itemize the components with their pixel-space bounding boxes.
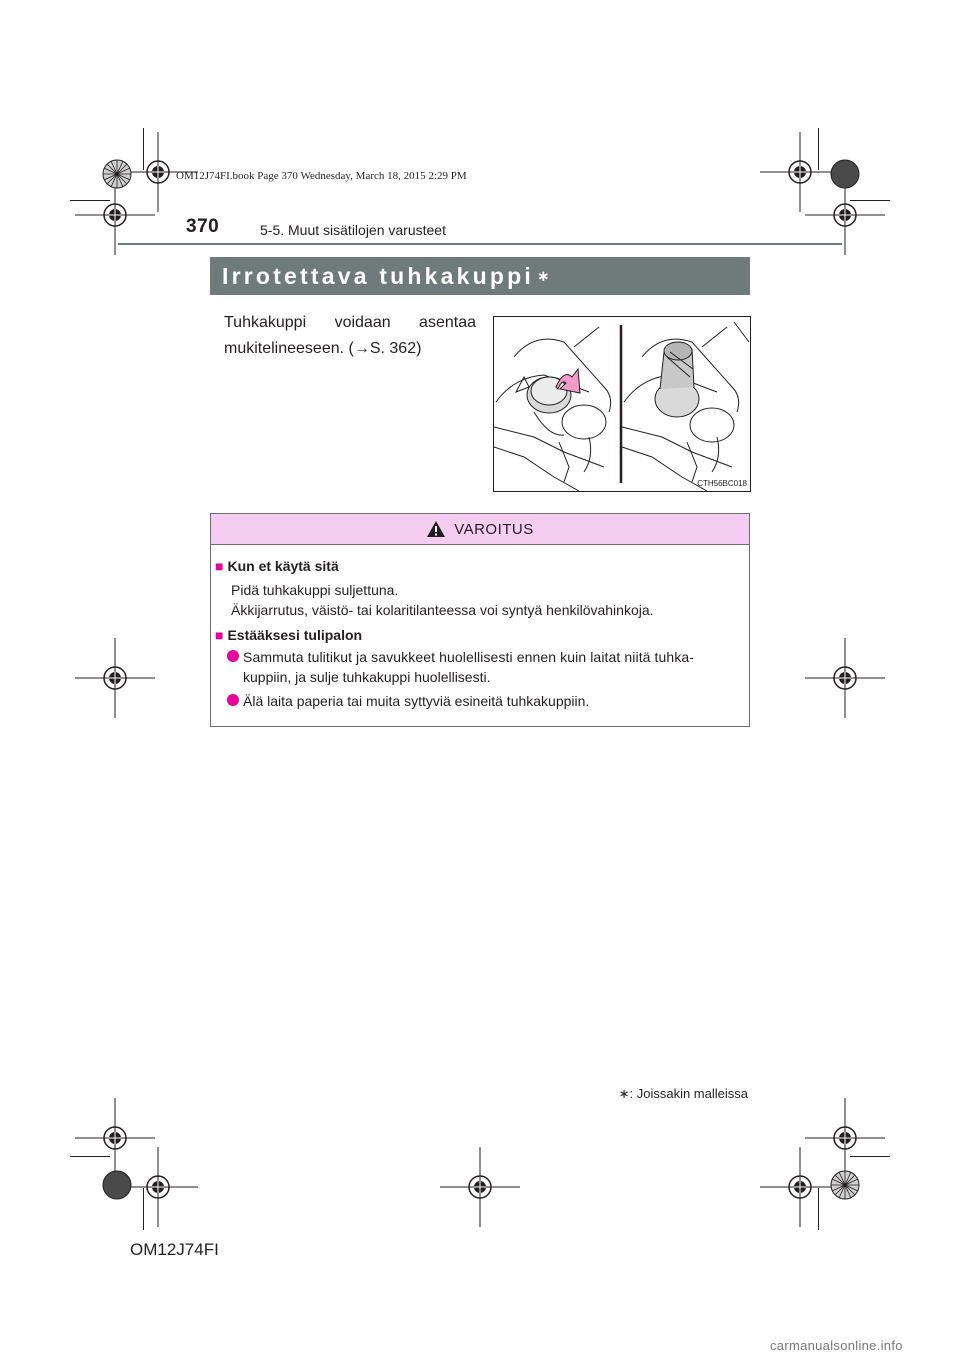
intro-word: asentaa <box>419 314 476 331</box>
bullet-line: Älä laita paperia tai muita syttyviä esineitä tuhkakuppiin. <box>243 693 590 709</box>
ashtray-illustration <box>493 316 751 492</box>
color-starburst-bottom-right <box>830 1170 860 1200</box>
bullet-line: Sammuta tulitikut ja savukkeet huolellisesti ennen kuin laitat niitä tuhka- <box>243 649 695 665</box>
color-starburst-top-right <box>830 159 860 189</box>
watermark: carmanualsonline.info <box>770 1338 903 1353</box>
crop-line <box>818 128 819 170</box>
registration-mark-middle-left <box>75 638 155 718</box>
warning-bullet-item <box>227 647 743 687</box>
section-heading-text: Estääksesi tulipalon <box>227 627 363 643</box>
crop-line <box>850 1156 890 1157</box>
intro-word: voidaan <box>334 314 391 331</box>
round-bullet-icon <box>227 650 239 662</box>
heading-asterisk: ∗ <box>536 268 550 285</box>
warning-text-line: Pidä tuhkakuppi suljettuna. <box>231 582 399 598</box>
footnote: ∗: Joissakin malleissa <box>618 1086 748 1101</box>
crop-line <box>143 128 144 170</box>
round-bullet-icon <box>227 694 239 706</box>
heading-bar <box>210 257 750 295</box>
bullet-line: kuppiin, ja sulje tuhkakuppi huolellisesti. <box>243 669 491 685</box>
crop-line <box>70 200 110 201</box>
registration-mark-middle-right <box>805 638 885 718</box>
registration-mark-bottom-center <box>440 1147 520 1227</box>
figure-code: CTH56BC018 <box>697 479 747 488</box>
section-heading-text: Kun et käytä sitä <box>227 558 339 574</box>
section-title: 5-5. Muut sisätilojen varusteet <box>260 222 446 238</box>
square-bullet-icon: ■ <box>215 558 224 574</box>
cupholder-ashtray-drawing <box>494 317 750 491</box>
warning-section-heading <box>215 556 339 576</box>
crop-line <box>143 1188 144 1230</box>
footer-code: OM12J74FI <box>130 1240 219 1259</box>
warning-section-heading <box>215 625 362 645</box>
color-starburst-top-left <box>102 159 132 189</box>
crop-line <box>818 1188 819 1230</box>
intro-line-2: mukitelineeseen. (→S. 362) <box>224 340 422 357</box>
page-heading: Irrotettava tuhkakuppi <box>222 262 534 289</box>
warning-title: VAROITUS <box>454 520 534 538</box>
registration-mark-bottom-center-right <box>760 1147 840 1227</box>
warning-text-line: Äkkijarrutus, väistö- tai kolaritilanteessa voi syntyä henkilövahinkoja. <box>231 602 654 618</box>
warning-header <box>211 514 749 545</box>
book-info: OM12J74FI.book Page 370 Wednesday, March 18, 2015 2:29 PM <box>176 170 467 182</box>
intro-line-1 <box>224 310 476 336</box>
warning-triangle-icon <box>426 520 446 538</box>
crop-line <box>70 1156 110 1157</box>
page-number: 370 <box>186 216 220 237</box>
warning-bullet-item <box>227 691 743 711</box>
registration-mark-top-center-right <box>760 132 840 212</box>
warning-box <box>210 513 750 727</box>
intro-paragraph <box>224 310 476 362</box>
crop-line <box>850 200 890 201</box>
header-rule <box>118 243 842 245</box>
rotate-arrow-icon <box>556 369 580 393</box>
square-bullet-icon: ■ <box>215 627 224 643</box>
color-starburst-bottom-left <box>102 1170 132 1200</box>
intro-word: Tuhkakuppi <box>224 314 307 331</box>
